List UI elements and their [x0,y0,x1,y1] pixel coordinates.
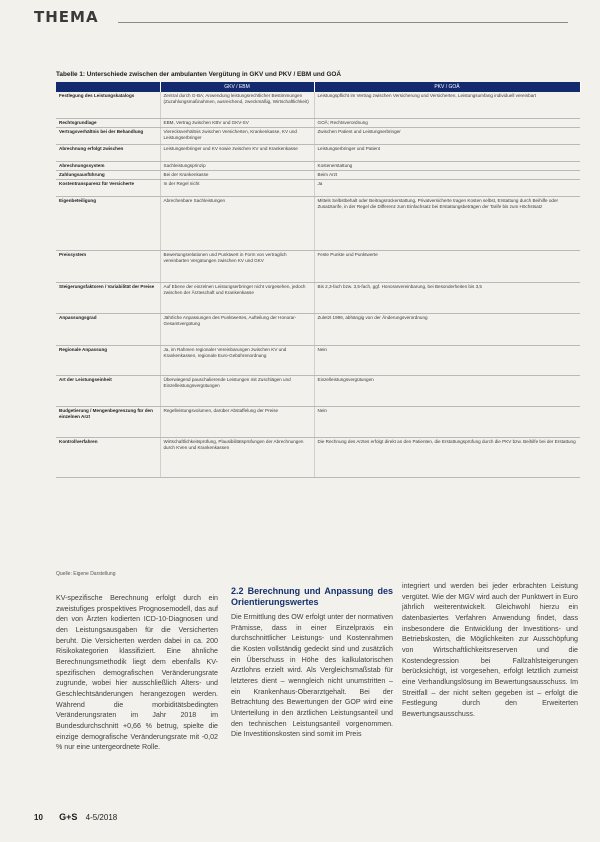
page-footer [34,812,117,822]
table-cell: Jährliche Anpassungen des Punktwertes, Aufteilung der Honorar-Gesamtvergütung [160,313,314,345]
table-row [56,161,580,170]
table-cell: Zuletzt 1996, abhängig von der Änderungsverordnung [314,313,580,345]
table-row [56,118,580,127]
table-header-cell: GKV / EBM [160,82,314,92]
table-cell: Abrechnungssystem [56,161,160,170]
table-cell: In der Regel nicht [160,179,314,196]
body-paragraph: Die Ermittlung des OW erfolgt unter der normativen Prämisse, dass in einer Einzelpraxis ein durchschnittlicher Leistungs- und Kostenrahmen die Kosten vollständig gedeckt sind und zusätzlich ein Überschuss in Höhe des kalkulatorischen Arztlohns erzielt wird. Als Vergleichsmaßstab für letzteres dient – wenngleich nicht unumstritten – ein Krankenhaus-Oberarztgehalt. Bei der Betrachtung des Bewertungen der GOP wird eine Unterteilung in den ärztlichen Leistungsanteil und den technischen Leistungsanteil vorgenommen. Die Investitionskosten sind somit im Preis [231,613,393,739]
table-row [56,196,580,250]
table-cell: Abrechenbare Sachleistungen [160,196,314,250]
table-cell: Eigenbeteiligung [56,196,160,250]
table-cell: Die Rechnung des Arztes erfolgt direkt an den Patienten, die Erstattungsprüfung durch die PKV bzw. Beihilfe bei der Erstattung [314,437,580,477]
table-cell: Zentral durch G-BA; Anwendung leistungsrechtlicher Bestimmungen (Zuzahlungsmaßnahmen, ausreichend, zweckmäßig, Wirtschaftlichkeit) [160,92,314,118]
table-cell: Leistungserbringer und KV sowie zwischen KV und Krankenkasse [160,144,314,161]
table-row [56,250,580,282]
body-column-1 [56,593,218,753]
table-row [56,92,580,118]
table-header-cell [56,82,160,92]
table-cell: Nein [314,406,580,437]
table-cell: Überwiegend pauschalierende Leistungen mit Zuschlägen und Einzelleistungsvergütungen [160,375,314,406]
table-source-note: Quelle: Eigene Darstellung [56,571,116,577]
table-cell: Regelleistungsvolumen, darüber Abstaffelung der Preise [160,406,314,437]
table-cell: Beim Arzt [314,170,580,179]
table-cell: Vertragsverhältnis bei der Behandlung [56,127,160,144]
table-cell: Mittels Selbstbehalt oder Beitragsrückerstattung, Privatversicherte tragen Kosten selbst, Erstattung durch Beihilfe oder Zusatztarife, in der Regel die Differenz zum Einfachsatz bei Erstattungsbeträgen der Tarife bis zum Höchstsatz [314,196,580,250]
comparison-table [56,82,581,478]
table-cell: Steigerungsfaktoren / Variabilität der Preise [56,282,160,313]
table-cell: Kostenerstattung [314,161,580,170]
table-row [56,375,580,406]
table-cell: GOÄ; Rechtsverordnung [314,118,580,127]
table-cell: Bei der Krankenkasse [160,170,314,179]
section-title: THEMA [34,8,99,26]
table-cell: Art der Leistungseinheit [56,375,160,406]
body-column-3 [402,581,578,720]
subsection-heading: 2.2 Berechnung und Anpassung des Orientierungswertes [231,586,393,607]
table-cell: Budgetierung / Mengenbegrenzung für den einzelnen Arzt [56,406,160,437]
table-cell: Kostentransparenz für Versicherte [56,179,160,196]
table-cell: Abrechnung erfolgt zwischen [56,144,160,161]
table-row [56,345,580,375]
table-cell: Auf Ebene der einzelnen Leistungserbringer nicht vorgesehen, jedoch zwischen der Ärzteschaft und Krankenkasse [160,282,314,313]
table-cell: Einzelleistungsvergütungen [314,375,580,406]
table-row [56,406,580,437]
table-cell: Wirtschaftlichkeitsprüfung, Plausibilitätsprüfungen der Abrechnungen durch KVen und Krankenkassen [160,437,314,477]
table-cell: Zwischen Patient und Leistungserbringer [314,127,580,144]
table-cell: Anpassungsgrad [56,313,160,345]
body-paragraph: integriert und werden bei jeder erbrachten Leistung vergütet. Wie der MGV wird auch der Punktwert in Euro jährlich weiterentwickelt. Gleichwohl hierzu ein datenbasiertes Verfahren Anwendung findet, dass insbesondere die Entwicklung der Investitions- und Betriebskosten, die Möglichkeiten zur Ausschöpfung von Wirtschaftlichkeitsreserven und die Kostendegression bei Fallzahlsteigerungen berücksichtigt, ist vorgesehen, erfolgt letztlich zumeist eine Verhandlungslösung im Bewertungsausschuss. Im Streitfall – der nicht selten gegeben ist – erfolgt die Festlegung durch den Erweiterten Bewertungsausschuss. [402,582,578,718]
table-cell: Bewertungsrelationen und Punktwert in Form von vertraglich vereinbarten Vergütungen zwischen KV und GKV [160,250,314,282]
table-cell: Ja, im Rahmen regionaler Vereinbarungen zwischen KV und Krankenkassen, regionale Euro-Gebührenordnung [160,345,314,375]
table-cell: Regionale Anpassung [56,345,160,375]
table-row [56,313,580,345]
table-cell: Preissystem [56,250,160,282]
table-cell: Kontrollverfahren [56,437,160,477]
table-cell: Nein [314,345,580,375]
table-caption: Tabelle 1: Unterschiede zwischen der ambulanten Vergütung in GKV und PKV / EBM und GOÄ [56,71,342,78]
body-column-2 [231,586,393,740]
table-row [56,170,580,179]
table-cell: Ja [314,179,580,196]
table-cell: Feste Punkte und Punktwerte [314,250,580,282]
table-cell: Bis 2,3-fach bzw. 3,5-fach, ggf. Honorarvereinbarung, bei Besonderheiten bis 3,5 [314,282,580,313]
table-row [56,437,580,477]
page-number: 10 [34,813,43,822]
table-cell: Vierecksverhältnis zwischen Versicherten, Krankenkasse, KV und Leistungserbringer [160,127,314,144]
body-paragraph: KV-spezifische Berechnung erfolgt durch ein zweistufiges prospektives Prognosemodell, das auf den von Ärzten kodierten ICD-10-Diagnosen und den Leistungsausgaben für die Versicherten beruht. Die Versicherten werden dabei in ca. 200 Risikokategorien klassifiziert. Eine ähnliche Berechnungsmethodik liegt dem ebenfalls KV-spezifischen demografischen Veränderungsrate zugrunde, wobei hier ausschließlich Alters- und Geschlechtsänderungen herangezogen werden. Während die morbiditätsbedingten Veränderungsraten im Jahr 2018 im Bundesdurchschnitt +0,66 % betrug, spielte die einzige demografische Veränderungsrate mit -0,02 % nur eine untergeordnete Rolle. [56,594,218,752]
table-row [56,282,580,313]
table-cell: Leistungspflicht im Vertrag zwischen Versicherung und Versicherten, Leistungsumfang individuell vereinbart [314,92,580,118]
table-cell: Rechtsgrundlage [56,118,160,127]
issue-label: 4-5/2018 [85,813,118,822]
table-row [56,127,580,144]
journal-logo: G+S [59,812,78,822]
table-header-cell: PKV / GOÄ [314,82,580,92]
table-cell: EBM, Vertrag zwischen KBV und GKV-SV [160,118,314,127]
table-header-row [56,82,580,92]
table-cell: Leistungserbringer und Patient [314,144,580,161]
table-cell: Sachleistungsprinzip [160,161,314,170]
title-rule [118,22,568,23]
table-cell: Festlegung des Leistungskatalogs [56,92,160,118]
table-row [56,179,580,196]
table-cell: Zahlungsausführung [56,170,160,179]
table-row [56,144,580,161]
